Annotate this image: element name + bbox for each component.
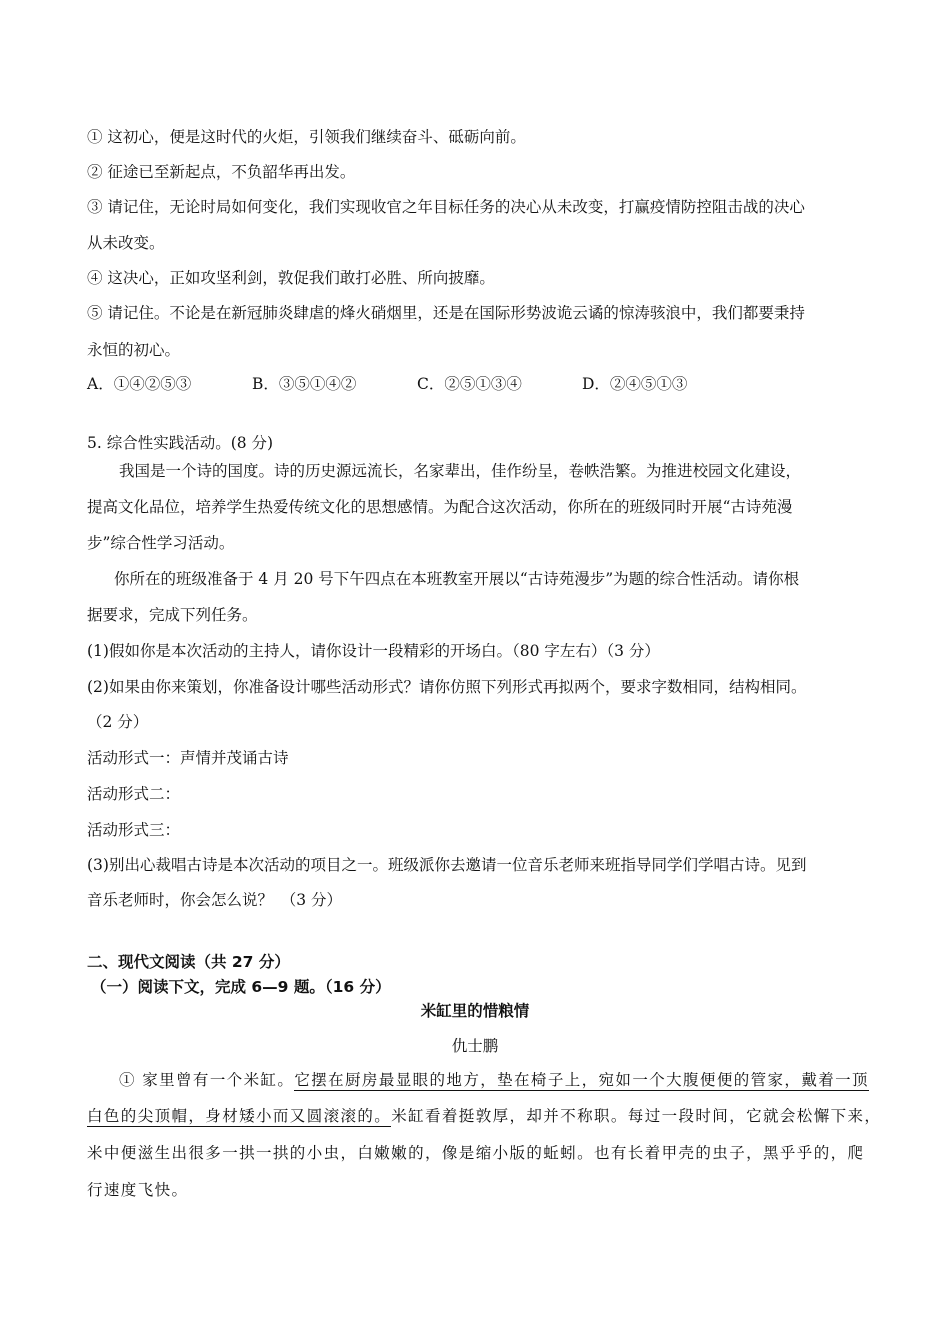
task-1: (1)假如你是本次活动的主持人，请你设计一段精彩的开场白。（80 字左右）（3 分） (87, 642, 660, 660)
underlined-passage-2: 白色的尖顶帽，身材矮小而又圆滚滚的。 (87, 1107, 392, 1125)
sentence-3-cont: 从未改变。 (87, 234, 165, 252)
option-b: B．③⑤①④② (252, 375, 357, 393)
paragraph-1-line-2 (87, 1106, 882, 1126)
section-2-subheading: （一）阅读下文，完成 6—9 题。（16 分） (91, 978, 391, 996)
question-5-intro-4: 你所在的班级准备于 4 月 20 号下午四点在本班教室开展以“古诗苑漫步”为题的综合性活动。请你根 (114, 570, 800, 588)
task-3-cont: 音乐老师时，你会怎么说？ （3 分） (87, 891, 343, 909)
activity-form-1: 活动形式一：声情并茂诵古诗 (87, 749, 289, 767)
option-c: C．②⑤①③④ (417, 375, 522, 393)
sentence-5-cont: 永恒的初心。 (87, 341, 181, 359)
sentence-4: ④ 这决心，正如攻坚利剑，敦促我们敢打必胜、所向披靡。 (87, 269, 495, 287)
underlined-passage-1: 它摆在厨房最显眼的地方，垫在椅子上，宛如一个大腹便便的管家，戴着一顶 (294, 1071, 869, 1089)
section-2-heading: 二、现代文阅读（共 27 分） (87, 953, 290, 971)
sentence-2: ② 征途已至新起点，不负韶华再出发。 (87, 163, 356, 181)
option-d: D．②④⑤①③ (582, 375, 688, 393)
activity-form-3: 活动形式三： (87, 821, 181, 839)
question-5-intro-1: 我国是一个诗的国度。诗的历史源远流长，名家辈出，佳作纷呈，卷帙浩繁。为推进校园文化建设， (119, 462, 802, 480)
question-5-title: 5. 综合性实践活动。(8 分) (87, 434, 274, 452)
sentence-1: ① 这初心，便是这时代的火炬，引领我们继续奋斗、砥砺向前。 (87, 128, 526, 146)
paragraph-1-tail: 米缸看着挺敦厚，却并不称职。每过一段时间，它就会松懈下来， (391, 1107, 882, 1125)
question-5-intro-5: 据要求，完成下列任务。 (87, 606, 258, 624)
article-author: 仇士鹏 (451, 1037, 499, 1055)
paragraph-1-line-3: 米中便滋生出很多一拱一拱的小虫，白嫩嫩的，像是缩小版的蚯蚓。也有长着甲壳的虫子，黑乎乎的，爬 (87, 1144, 865, 1162)
task-3: (3)别出心裁唱古诗是本次活动的项目之一。班级派你去邀请一位音乐老师来班指导同学们学唱古诗。见到 (87, 856, 807, 874)
option-a: A．①④②⑤③ (87, 375, 192, 393)
question-5-intro-3: 步”综合性学习活动。 (87, 534, 235, 552)
task-2: (2)如果由你来策划，你准备设计哪些活动形式？请你仿照下列形式再拟两个，要求字数相同，结构相同。 (87, 678, 807, 696)
paragraph-1-lead: ① 家里曾有一个米缸。 (119, 1071, 295, 1089)
question-5-intro-2: 提高文化品位，培养学生热爱传统文化的思想感情。为配合这次活动，你所在的班级同时开展“古诗苑漫 (87, 498, 793, 516)
task-2-points: （2 分） (87, 713, 149, 731)
sentence-5: ⑤ 请记住。不论是在新冠肺炎肆虐的烽火硝烟里，还是在国际形势波诡云谲的惊涛骇浪中，我们都要秉持 (87, 304, 805, 322)
paragraph-1-line-1 (119, 1070, 879, 1090)
paragraph-1-line-4: 行速度飞快。 (87, 1181, 189, 1199)
article-title: 米缸里的惜粮情 (420, 1002, 530, 1020)
activity-form-2: 活动形式二： (87, 785, 181, 803)
sentence-3: ③ 请记住，无论时局如何变化，我们实现收官之年目标任务的决心从未改变，打赢疫情防控阻击战的决心 (87, 198, 805, 216)
